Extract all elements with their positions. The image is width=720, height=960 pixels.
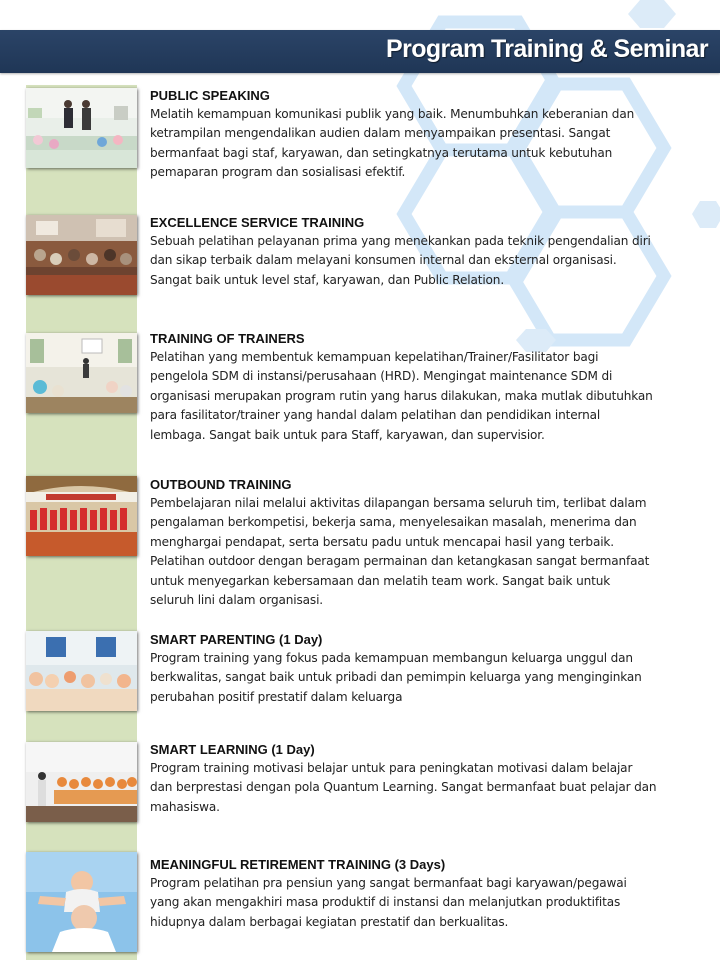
program-text — [150, 856, 710, 932]
page-header — [0, 30, 720, 73]
program-photo — [26, 215, 137, 295]
program-title: SMART LEARNING (1 Day) — [150, 742, 315, 757]
program-description: Pelatihan yang membentuk kemampuan kepelatihan/Trainer/Fasilitator bagi pengelola SDM di instansi/perusahaan (HRD). Mengingat maintenance SDM di organisasi merupakan program rutin yang harus dilakukan, maka mutlak dibutuhkan para fasilitator/trainer yang handal dalam pelatihan dan pendidikan internal lembaga. Sangat baik untuk para Staff, karyawan, dan supervisior. — [150, 350, 653, 442]
program-title: OUTBOUND TRAINING — [150, 477, 292, 492]
program-title: EXCELLENCE SERVICE TRAINING — [150, 215, 365, 230]
program-photo — [26, 852, 137, 952]
program-description: Program training motivasi belajar untuk para peningkatan motivasi dalam belajar dan berprestasi dengan pola Quantum Learning. Sangat bermanfaat buat pelajar dan mahasiswa. — [150, 761, 657, 814]
program-text — [150, 741, 710, 817]
program-text — [150, 330, 710, 445]
program-text — [150, 214, 710, 290]
program-title: TRAINING OF TRAINERS — [150, 331, 305, 346]
program-text — [150, 631, 710, 707]
program-description: Program pelatihan pra pensiun yang sangat bermanfaat bagi karyawan/pegawai yang akan mengakhiri masa produktif di instansi dan melanjutkan produktifitas hidupnya dalam berbagai kegiatan prestatif dan berkualitas. — [150, 876, 627, 929]
program-photo — [26, 88, 137, 168]
program-photo — [26, 742, 137, 822]
program-photo — [26, 333, 137, 413]
program-title: MEANINGFUL RETIREMENT TRAINING (3 Days) — [150, 857, 446, 872]
program-photo — [26, 476, 137, 556]
program-description: Sebuah pelatihan pelayanan prima yang menekankan pada teknik pengendalian diri dan sikap terbaik dalam melayani konsumen internal dan eksternal organisasi. Sangat baik untuk level staf, karyawan, dan Public Relation. — [150, 234, 651, 287]
program-description: Pembelajaran nilai melalui aktivitas dilapangan bersama seluruh tim, terlibat dalam pengalaman berkompetisi, bekerja sama, menyelesaikan masalah, menerima dan menghargai pendapat, serta bersatu padu untuk mencapai hasil yang terbaik. Pelatihan outdoor dengan beragam permainan dan ketangkasan sangat bermanfaat untuk menyegarkan kebersamaan dan melatih team work. Sangat baik untuk seluruh lini dalam organisasi. — [150, 496, 650, 608]
program-title: PUBLIC SPEAKING — [150, 88, 270, 103]
program-description: Program training yang fokus pada kemampuan membangun keluarga unggul dan berkwalitas, sangat baik untuk pribadi dan pemimpin keluarga yang menginginkan perubahan positif prestatif dalam keluarga — [150, 651, 642, 704]
program-title: SMART PARENTING (1 Day) — [150, 632, 323, 647]
program-photo — [26, 631, 137, 711]
program-text — [150, 476, 710, 610]
page-title: Program Training & Seminar — [386, 35, 708, 63]
program-description: Melatih kemampuan komunikasi publik yang baik. Menumbuhkan keberanian dan ketrampilan mengendalikan audien dalam menyampaikan presentasi. Sangat bermanfaat bagi staf, karyawan, dan setingkatnya terutama untuk kebutuhan pemaparan program dan sosialisasi efektif. — [150, 107, 635, 180]
program-text — [150, 87, 710, 183]
